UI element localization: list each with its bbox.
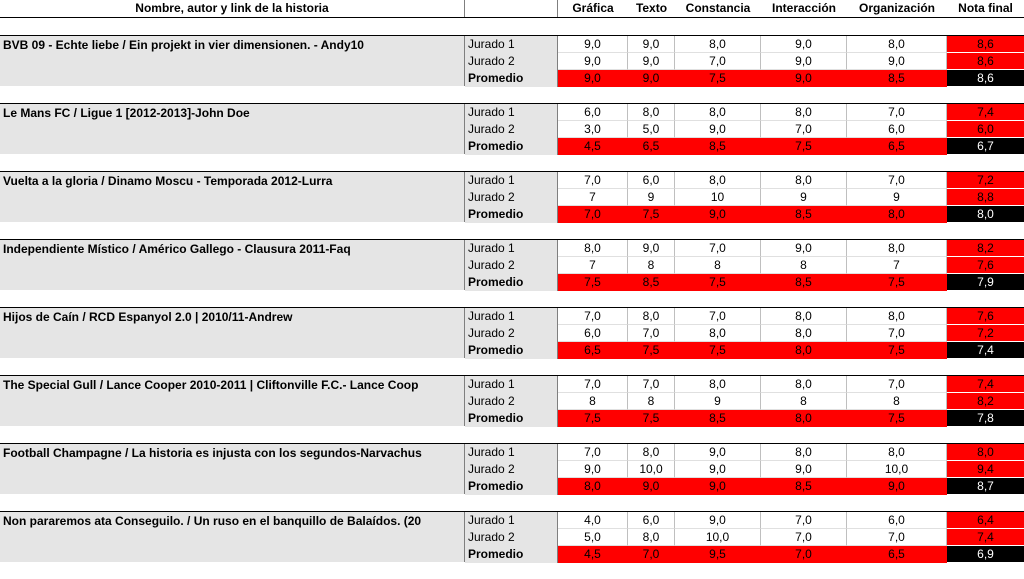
row-label-jurado-2[interactable]: Jurado 2 bbox=[465, 257, 558, 274]
cell-interaccion[interactable]: 8,0 bbox=[761, 410, 847, 427]
row-label-jurado-2[interactable]: Jurado 2 bbox=[465, 53, 558, 70]
cell-interaccion[interactable]: 8,0 bbox=[761, 172, 847, 189]
cell-interaccion[interactable]: 8,0 bbox=[761, 376, 847, 393]
cell-constancia[interactable]: 7,0 bbox=[675, 53, 761, 70]
cell-organizacion[interactable]: 7,0 bbox=[847, 529, 947, 546]
cell-grafica[interactable]: 8,0 bbox=[558, 240, 628, 257]
cell-organizacion[interactable]: 7,5 bbox=[847, 342, 947, 359]
cell-nota-final[interactable]: 8,8 bbox=[947, 189, 1024, 206]
cell-constancia[interactable]: 9,0 bbox=[675, 444, 761, 461]
row-label-jurado-2[interactable]: Jurado 2 bbox=[465, 121, 558, 138]
row-label-promedio[interactable]: Promedio bbox=[465, 546, 558, 563]
cell-grafica[interactable]: 4,0 bbox=[558, 512, 628, 529]
row-label-jurado-2[interactable]: Jurado 2 bbox=[465, 529, 558, 546]
cell-nota-final[interactable]: 8,6 bbox=[947, 53, 1024, 70]
cell-interaccion[interactable]: 9,0 bbox=[761, 53, 847, 70]
table-row-jurado-2 bbox=[0, 189, 1024, 206]
cell-constancia[interactable]: 8,0 bbox=[675, 325, 761, 342]
cell-grafica[interactable]: 8 bbox=[558, 393, 628, 410]
cell-texto[interactable]: 7,5 bbox=[628, 410, 675, 427]
cell-interaccion[interactable]: 9,0 bbox=[761, 36, 847, 53]
cell-nota-final[interactable]: 7,4 bbox=[947, 376, 1024, 393]
cell-interaccion[interactable]: 9,0 bbox=[761, 461, 847, 478]
cell-organizacion[interactable]: 8,0 bbox=[847, 206, 947, 223]
cell-grafica[interactable]: 9,0 bbox=[558, 461, 628, 478]
cell-nota-final[interactable]: 6,9 bbox=[947, 546, 1024, 563]
cell-texto[interactable]: 8 bbox=[628, 257, 675, 274]
row-label-promedio[interactable]: Promedio bbox=[465, 274, 558, 291]
cell-grafica[interactable]: 6,0 bbox=[558, 104, 628, 121]
row-label-jurado-1[interactable]: Jurado 1 bbox=[465, 444, 558, 461]
cell-constancia[interactable]: 10 bbox=[675, 189, 761, 206]
cell-grafica[interactable]: 6,0 bbox=[558, 325, 628, 342]
cell-texto[interactable]: 5,0 bbox=[628, 121, 675, 138]
story-title[interactable]: BVB 09 - Echte liebe / Ein projekt in vier dimensionen. - Andy10 bbox=[0, 36, 465, 86]
cell-organizacion[interactable]: 6,0 bbox=[847, 121, 947, 138]
row-label-promedio[interactable]: Promedio bbox=[465, 478, 558, 495]
cell-organizacion[interactable]: 8,0 bbox=[847, 240, 947, 257]
cell-texto[interactable]: 7,5 bbox=[628, 342, 675, 359]
cell-texto[interactable]: 7,0 bbox=[628, 376, 675, 393]
cell-grafica[interactable]: 7,0 bbox=[558, 206, 628, 223]
cell-constancia[interactable]: 8,0 bbox=[675, 104, 761, 121]
story-title[interactable]: The Special Gull / Lance Cooper 2010-2011 | Cliftonville F.C.- Lance Coop bbox=[0, 376, 465, 426]
cell-grafica[interactable]: 3,0 bbox=[558, 121, 628, 138]
table-row-promedio bbox=[0, 70, 1024, 87]
cell-texto[interactable]: 6,0 bbox=[628, 512, 675, 529]
cell-interaccion[interactable]: 8,0 bbox=[761, 308, 847, 325]
cell-nota-final[interactable]: 7,2 bbox=[947, 172, 1024, 189]
table-row-jurado-1 bbox=[0, 376, 1024, 393]
cell-grafica[interactable]: 5,0 bbox=[558, 529, 628, 546]
row-label-promedio[interactable]: Promedio bbox=[465, 410, 558, 427]
cell-organizacion[interactable]: 8,0 bbox=[847, 444, 947, 461]
row-label-jurado-2[interactable]: Jurado 2 bbox=[465, 189, 558, 206]
cell-grafica[interactable]: 9,0 bbox=[558, 53, 628, 70]
cell-organizacion[interactable]: 9,0 bbox=[847, 478, 947, 495]
cell-grafica[interactable]: 7,0 bbox=[558, 444, 628, 461]
table-row-promedio bbox=[0, 206, 1024, 223]
cell-texto[interactable]: 6,0 bbox=[628, 172, 675, 189]
table-row-jurado-1 bbox=[0, 36, 1024, 53]
row-label-jurado-1[interactable]: Jurado 1 bbox=[465, 308, 558, 325]
header-row bbox=[0, 0, 1024, 17]
cell-texto[interactable]: 7,5 bbox=[628, 206, 675, 223]
cell-texto[interactable]: 8,0 bbox=[628, 529, 675, 546]
cell-constancia[interactable]: 9,0 bbox=[675, 206, 761, 223]
cell-constancia[interactable]: 8,0 bbox=[675, 376, 761, 393]
cell-texto[interactable]: 8 bbox=[628, 393, 675, 410]
cell-constancia[interactable]: 8,0 bbox=[675, 36, 761, 53]
cell-constancia[interactable]: 7,5 bbox=[675, 70, 761, 87]
story-title[interactable]: Vuelta a la gloria / Dinamo Moscu - Temporada 2012-Lurra bbox=[0, 172, 465, 222]
cell-organizacion[interactable]: 7,5 bbox=[847, 274, 947, 291]
story-title[interactable]: Hijos de Caín / RCD Espanyol 2.0 | 2010/11-Andrew bbox=[0, 308, 465, 358]
cell-constancia[interactable]: 10,0 bbox=[675, 529, 761, 546]
cell-interaccion[interactable]: 7,5 bbox=[761, 138, 847, 155]
cell-organizacion[interactable]: 7,0 bbox=[847, 104, 947, 121]
cell-constancia[interactable]: 9,0 bbox=[675, 121, 761, 138]
cell-constancia[interactable]: 8,5 bbox=[675, 138, 761, 155]
cell-organizacion[interactable]: 8,0 bbox=[847, 308, 947, 325]
cell-constancia[interactable]: 7,0 bbox=[675, 308, 761, 325]
cell-grafica[interactable]: 9,0 bbox=[558, 36, 628, 53]
row-label-promedio[interactable]: Promedio bbox=[465, 70, 558, 87]
cell-interaccion[interactable]: 9,0 bbox=[761, 70, 847, 87]
cell-texto[interactable]: 8,0 bbox=[628, 104, 675, 121]
cell-texto[interactable]: 9,0 bbox=[628, 53, 675, 70]
cell-interaccion[interactable]: 8,0 bbox=[761, 342, 847, 359]
story-title[interactable]: Football Champagne / La historia es injusta con los segundos-Narvachus bbox=[0, 444, 465, 494]
cell-interaccion[interactable]: 8 bbox=[761, 257, 847, 274]
cell-nota-final[interactable]: 6,7 bbox=[947, 138, 1024, 155]
cell-interaccion[interactable]: 9 bbox=[761, 189, 847, 206]
row-label-jurado-1[interactable]: Jurado 1 bbox=[465, 512, 558, 529]
table-row-jurado-1 bbox=[0, 512, 1024, 529]
cell-interaccion[interactable]: 8,5 bbox=[761, 206, 847, 223]
table-row-jurado-2 bbox=[0, 53, 1024, 70]
cell-nota-final[interactable]: 8,7 bbox=[947, 478, 1024, 495]
table-row-jurado-2 bbox=[0, 257, 1024, 274]
cell-nota-final[interactable]: 6,0 bbox=[947, 121, 1024, 138]
cell-texto[interactable]: 6,5 bbox=[628, 138, 675, 155]
cell-organizacion[interactable]: 6,5 bbox=[847, 546, 947, 563]
cell-nota-final[interactable]: 8,6 bbox=[947, 70, 1024, 87]
cell-nota-final[interactable]: 7,6 bbox=[947, 308, 1024, 325]
row-label-jurado-2[interactable]: Jurado 2 bbox=[465, 393, 558, 410]
cell-grafica[interactable]: 7,5 bbox=[558, 274, 628, 291]
cell-texto[interactable]: 7,0 bbox=[628, 546, 675, 563]
cell-grafica[interactable]: 7,0 bbox=[558, 376, 628, 393]
cell-constancia[interactable]: 9,0 bbox=[675, 478, 761, 495]
cell-interaccion[interactable]: 8 bbox=[761, 393, 847, 410]
row-label-promedio[interactable]: Promedio bbox=[465, 342, 558, 359]
cell-interaccion[interactable]: 9,0 bbox=[761, 240, 847, 257]
cell-nota-final[interactable]: 8,0 bbox=[947, 206, 1024, 223]
table-row-jurado-1 bbox=[0, 104, 1024, 121]
cell-organizacion[interactable]: 10,0 bbox=[847, 461, 947, 478]
header-blank[interactable] bbox=[465, 0, 558, 17]
row-label-jurado-1[interactable]: Jurado 1 bbox=[465, 36, 558, 53]
cell-organizacion[interactable]: 7,5 bbox=[847, 410, 947, 427]
cell-organizacion[interactable]: 8,5 bbox=[847, 70, 947, 87]
table-row-jurado-2 bbox=[0, 461, 1024, 478]
cell-texto[interactable]: 10,0 bbox=[628, 461, 675, 478]
cell-constancia[interactable]: 7,0 bbox=[675, 240, 761, 257]
table-row-promedio bbox=[0, 342, 1024, 359]
header-name-col[interactable]: Nombre, autor y link de la historia bbox=[0, 0, 465, 17]
cell-grafica[interactable]: 7 bbox=[558, 257, 628, 274]
cell-grafica[interactable]: 7,0 bbox=[558, 308, 628, 325]
row-label-jurado-2[interactable]: Jurado 2 bbox=[465, 325, 558, 342]
cell-grafica[interactable]: 6,5 bbox=[558, 342, 628, 359]
cell-organizacion[interactable]: 6,0 bbox=[847, 512, 947, 529]
cell-grafica[interactable]: 7,5 bbox=[558, 410, 628, 427]
header-grafica[interactable]: Gráfica bbox=[572, 1, 614, 15]
row-label-promedio[interactable]: Promedio bbox=[465, 206, 558, 223]
row-label-jurado-1[interactable]: Jurado 1 bbox=[465, 240, 558, 257]
table-row-jurado-1 bbox=[0, 444, 1024, 461]
table-row-promedio bbox=[0, 274, 1024, 291]
header-nota-final[interactable]: Nota final bbox=[958, 1, 1013, 15]
cell-texto[interactable]: 8,0 bbox=[628, 444, 675, 461]
table-row-jurado-1 bbox=[0, 308, 1024, 325]
table-row-promedio bbox=[0, 138, 1024, 155]
story-title[interactable]: Non pararemos ata Conseguilo. / Un ruso en el banquillo de Balaídos. (20 bbox=[0, 512, 465, 562]
cell-organizacion[interactable]: 9,0 bbox=[847, 53, 947, 70]
cell-organizacion[interactable]: 7,0 bbox=[847, 325, 947, 342]
cell-interaccion[interactable]: 7,0 bbox=[761, 546, 847, 563]
cell-nota-final[interactable]: 7,2 bbox=[947, 325, 1024, 342]
table-row-jurado-2 bbox=[0, 529, 1024, 546]
cell-constancia[interactable]: 7,5 bbox=[675, 274, 761, 291]
header-interaccion[interactable]: Interacción bbox=[771, 1, 837, 15]
cell-interaccion[interactable]: 7,0 bbox=[761, 121, 847, 138]
cell-grafica[interactable]: 4,5 bbox=[558, 546, 628, 563]
cell-interaccion[interactable]: 8,0 bbox=[761, 325, 847, 342]
cell-nota-final[interactable]: 8,0 bbox=[947, 444, 1024, 461]
cell-nota-final[interactable]: 7,6 bbox=[947, 257, 1024, 274]
table-row-jurado-2 bbox=[0, 325, 1024, 342]
cell-constancia[interactable]: 8,5 bbox=[675, 410, 761, 427]
cell-interaccion[interactable]: 8,0 bbox=[761, 104, 847, 121]
cell-nota-final[interactable]: 7,4 bbox=[947, 342, 1024, 359]
row-label-jurado-2[interactable]: Jurado 2 bbox=[465, 461, 558, 478]
cell-constancia[interactable]: 9,0 bbox=[675, 461, 761, 478]
table-row-jurado-2 bbox=[0, 121, 1024, 138]
cell-organizacion[interactable]: 7 bbox=[847, 257, 947, 274]
table-row-promedio bbox=[0, 410, 1024, 427]
table-row-jurado-1 bbox=[0, 240, 1024, 257]
cell-texto[interactable]: 8,0 bbox=[628, 308, 675, 325]
cell-grafica[interactable]: 4,5 bbox=[558, 138, 628, 155]
cell-interaccion[interactable]: 8,0 bbox=[761, 444, 847, 461]
cell-constancia[interactable]: 8 bbox=[675, 257, 761, 274]
cell-constancia[interactable]: 9 bbox=[675, 393, 761, 410]
cell-nota-final[interactable]: 8,2 bbox=[947, 240, 1024, 257]
cell-texto[interactable]: 9 bbox=[628, 189, 675, 206]
cell-texto[interactable]: 7,0 bbox=[628, 325, 675, 342]
cell-organizacion[interactable]: 8,0 bbox=[847, 36, 947, 53]
cell-nota-final[interactable]: 7,8 bbox=[947, 410, 1024, 427]
cell-nota-final[interactable]: 7,4 bbox=[947, 104, 1024, 121]
cell-nota-final[interactable]: 7,4 bbox=[947, 529, 1024, 546]
table-row-jurado-1 bbox=[0, 172, 1024, 189]
cell-interaccion[interactable]: 7,0 bbox=[761, 512, 847, 529]
cell-nota-final[interactable]: 8,6 bbox=[947, 36, 1024, 53]
row-label-promedio[interactable]: Promedio bbox=[465, 138, 558, 155]
header-constancia[interactable]: Constancia bbox=[685, 1, 751, 15]
cell-interaccion[interactable]: 8,5 bbox=[761, 478, 847, 495]
cell-interaccion[interactable]: 7,0 bbox=[761, 529, 847, 546]
cell-constancia[interactable]: 8,0 bbox=[675, 172, 761, 189]
cell-constancia[interactable]: 9,0 bbox=[675, 512, 761, 529]
cell-grafica[interactable]: 9,0 bbox=[558, 70, 628, 87]
cell-constancia[interactable]: 7,5 bbox=[675, 342, 761, 359]
cell-nota-final[interactable]: 7,9 bbox=[947, 274, 1024, 291]
cell-texto[interactable]: 9,0 bbox=[628, 478, 675, 495]
cell-nota-final[interactable]: 8,2 bbox=[947, 393, 1024, 410]
row-label-jurado-1[interactable]: Jurado 1 bbox=[465, 172, 558, 189]
cell-grafica[interactable]: 7,0 bbox=[558, 172, 628, 189]
cell-grafica[interactable]: 8,0 bbox=[558, 478, 628, 495]
header-organizacion[interactable]: Organización bbox=[858, 1, 935, 15]
table-row-promedio bbox=[0, 478, 1024, 495]
cell-organizacion[interactable]: 8 bbox=[847, 393, 947, 410]
table-row-jurado-2 bbox=[0, 393, 1024, 410]
table-row-promedio bbox=[0, 546, 1024, 563]
cell-constancia[interactable]: 9,5 bbox=[675, 546, 761, 563]
cell-texto[interactable]: 9,0 bbox=[628, 36, 675, 53]
cell-organizacion[interactable]: 7,0 bbox=[847, 376, 947, 393]
cell-organizacion[interactable]: 9 bbox=[847, 189, 947, 206]
story-title[interactable]: Le Mans FC / Ligue 1 [2012-2013]-John Doe bbox=[0, 104, 465, 154]
cell-texto[interactable]: 9,0 bbox=[628, 70, 675, 87]
cell-organizacion[interactable]: 7,0 bbox=[847, 172, 947, 189]
cell-interaccion[interactable]: 8,5 bbox=[761, 274, 847, 291]
story-title[interactable]: Independiente Místico / Américo Gallego - Clausura 2011-Faq bbox=[0, 240, 465, 290]
cell-organizacion[interactable]: 6,5 bbox=[847, 138, 947, 155]
cell-nota-final[interactable]: 9,4 bbox=[947, 461, 1024, 478]
header-divider bbox=[0, 17, 1024, 18]
header-texto[interactable]: Texto bbox=[635, 1, 668, 15]
row-label-jurado-1[interactable]: Jurado 1 bbox=[465, 376, 558, 393]
cell-grafica[interactable]: 7 bbox=[558, 189, 628, 206]
row-label-jurado-1[interactable]: Jurado 1 bbox=[465, 104, 558, 121]
cell-nota-final[interactable]: 6,4 bbox=[947, 512, 1024, 529]
cell-texto[interactable]: 9,0 bbox=[628, 240, 675, 257]
cell-texto[interactable]: 8,5 bbox=[628, 274, 675, 291]
